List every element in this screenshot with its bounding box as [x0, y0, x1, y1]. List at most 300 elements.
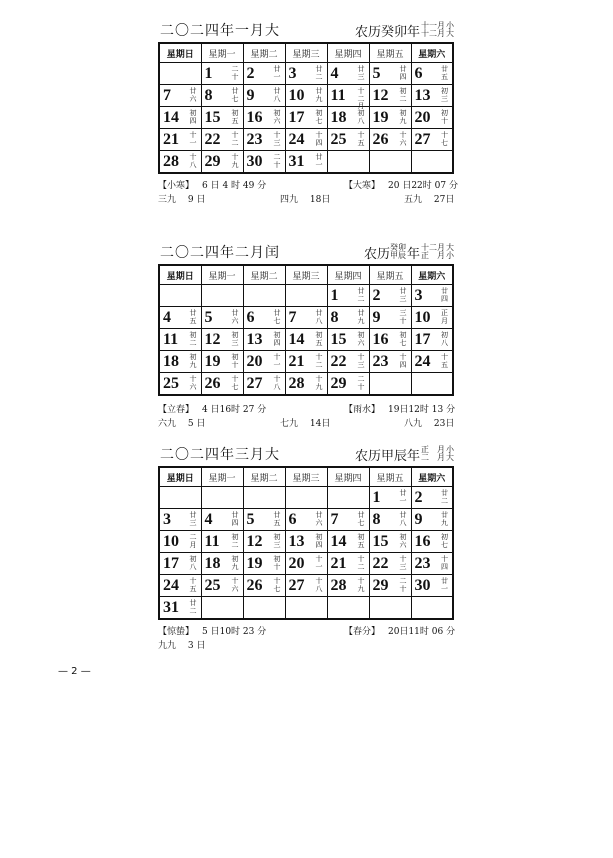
day-cell [201, 351, 243, 373]
month-header [158, 240, 454, 264]
day-number: 1 [204, 65, 213, 82]
day-number: 16 [246, 109, 263, 126]
lunar-day: 廿一 [399, 489, 407, 505]
day-number: 30 [414, 577, 431, 594]
day-cell [411, 107, 453, 129]
empty-cell [243, 285, 285, 307]
lunar-day: 十三 [357, 353, 365, 369]
lunar-day: 廿三 [399, 287, 407, 303]
lunar-day: 十二 [357, 555, 365, 571]
lunar-day: 十二月 [357, 87, 365, 110]
day-number: 27 [288, 577, 305, 594]
day-number: 15 [204, 109, 221, 126]
day-cell [411, 575, 453, 597]
lunar-day: 廿七 [357, 511, 365, 527]
lunar-day: 十一 [273, 353, 281, 369]
day-number: 28 [288, 375, 305, 392]
lunar-day: 二十 [399, 577, 407, 593]
day-cell [201, 107, 243, 129]
lunar-day: 十五 [357, 131, 365, 147]
week-row [159, 307, 453, 329]
day-cell [201, 373, 243, 396]
lunar-day: 廿三 [357, 65, 365, 81]
day-cell [201, 85, 243, 107]
day-cell [327, 329, 369, 351]
day-cell [243, 373, 285, 396]
day-number: 11 [330, 87, 346, 104]
lunar-day: 廿五 [273, 511, 281, 527]
day-cell [327, 509, 369, 531]
day-number: 15 [372, 533, 389, 550]
day-number: 3 [288, 65, 297, 82]
day-number: 13 [246, 331, 263, 348]
weekday-header: 星期六 [411, 43, 453, 63]
empty-cell [159, 487, 201, 509]
day-cell [327, 63, 369, 85]
day-cell [327, 351, 369, 373]
empty-cell [201, 285, 243, 307]
lunar-day: 初七 [441, 533, 448, 549]
day-cell [201, 553, 243, 575]
day-cell [369, 285, 411, 307]
day-cell [159, 509, 201, 531]
lunar-day: 十八 [273, 375, 281, 391]
day-number: 19 [246, 555, 263, 572]
week-row [159, 329, 453, 351]
lunar-day: 廿五 [189, 309, 197, 325]
lunar-day: 初九 [189, 353, 197, 369]
solar-terms [158, 402, 458, 430]
lunar-prefix: 农历 [363, 246, 390, 262]
day-number: 1 [330, 287, 339, 304]
day-number: 9 [372, 309, 381, 326]
day-number: 9 [246, 87, 255, 104]
day-number: 25 [163, 375, 179, 392]
day-number: 20 [414, 109, 431, 126]
day-number: 6 [246, 309, 255, 326]
lunar-day: 初八 [441, 331, 448, 347]
day-cell [327, 307, 369, 329]
lunar-info [364, 240, 454, 264]
day-cell [201, 151, 243, 174]
day-cell [411, 63, 453, 85]
lunar-day: 初八 [189, 555, 197, 571]
day-cell [285, 129, 327, 151]
day-number: 6 [288, 511, 297, 528]
day-cell [369, 351, 411, 373]
day-number: 19 [372, 109, 389, 126]
day-number: 4 [330, 65, 339, 82]
day-number: 15 [330, 331, 347, 348]
day-cell [159, 329, 201, 351]
week-row [159, 509, 453, 531]
day-number: 28 [330, 577, 347, 594]
day-number: 5 [204, 309, 213, 326]
nine-day-period: 七九 14日 [280, 419, 331, 429]
day-number: 30 [246, 153, 263, 170]
day-cell [201, 63, 243, 85]
day-cell [327, 575, 369, 597]
day-cell [159, 373, 201, 396]
day-number: 5 [372, 65, 381, 82]
week-row [159, 487, 453, 509]
day-number: 29 [330, 375, 347, 392]
lunar-day: 初七 [399, 331, 407, 347]
lunar-day: 廿二 [357, 287, 365, 303]
solar-term-name: 【惊蛰】 [158, 627, 195, 637]
day-cell [369, 85, 411, 107]
day-cell [243, 63, 285, 85]
day-number: 12 [204, 331, 221, 348]
lunar-day: 初六 [399, 533, 407, 549]
day-number: 27 [414, 131, 431, 148]
empty-cell [327, 151, 369, 174]
day-cell [369, 107, 411, 129]
lunar-day: 二十 [357, 375, 365, 391]
day-number: 17 [163, 555, 179, 572]
solar-term-name: 【雨水】 [344, 405, 381, 415]
lunar-day: 十八 [189, 153, 197, 169]
day-cell [243, 509, 285, 531]
day-cell [285, 553, 327, 575]
day-cell [327, 553, 369, 575]
day-cell [411, 509, 453, 531]
lunar-day: 十二 [315, 353, 323, 369]
day-number: 11 [204, 533, 220, 550]
day-cell [243, 151, 285, 174]
day-number: 27 [246, 375, 263, 392]
day-number: 19 [204, 353, 221, 370]
lunar-day: 二十 [231, 65, 239, 81]
month-january [158, 18, 458, 205]
lunar-day: 初四 [189, 109, 197, 125]
lunar-day: 十七 [231, 375, 239, 391]
solar-term-time: 20日11时 06 分 [388, 627, 456, 637]
day-cell [243, 575, 285, 597]
day-cell [327, 85, 369, 110]
day-cell [243, 307, 285, 329]
empty-cell [327, 487, 369, 509]
lunar-day: 廿八 [399, 511, 407, 527]
solar-term-name: 【大寒】 [344, 181, 381, 191]
lunar-day: 十九 [231, 153, 239, 169]
weekday-header: 星期二 [243, 43, 285, 63]
day-number: 10 [288, 87, 305, 104]
page-number: — 2 — [58, 666, 91, 677]
lunar-day: 正月 [441, 309, 448, 325]
lunar-day: 廿八 [273, 87, 281, 103]
lunar-day: 廿九 [441, 511, 448, 527]
empty-cell [159, 285, 201, 307]
week-row [159, 575, 453, 597]
lunar-day: 初六 [357, 331, 365, 347]
empty-cell [369, 373, 411, 396]
empty-cell [327, 597, 369, 620]
day-cell [411, 531, 453, 553]
solar-term-time: 20 日22时 07 分 [388, 181, 458, 191]
day-number: 10 [163, 533, 179, 550]
lunar-day: 初十 [231, 353, 239, 369]
lunar-year: 农历甲辰年 [354, 448, 420, 464]
day-number: 5 [246, 511, 255, 528]
solar-terms [158, 178, 458, 206]
lunar-day: 三十 [399, 309, 407, 325]
lunar-day: 十六 [399, 131, 407, 147]
day-cell [201, 509, 243, 531]
lunar-day: 初八 [357, 109, 365, 125]
empty-cell [369, 597, 411, 620]
day-number: 29 [372, 577, 389, 594]
day-cell [285, 85, 327, 107]
day-number: 22 [372, 555, 389, 572]
lunar-day: 初二 [189, 331, 197, 347]
day-number: 14 [288, 331, 305, 348]
day-cell [327, 129, 369, 151]
day-number: 24 [414, 353, 431, 370]
day-cell [411, 285, 453, 307]
month-header [158, 442, 454, 466]
week-row [159, 285, 453, 307]
week-row [159, 63, 453, 85]
day-number: 21 [330, 555, 347, 572]
lunar-day: 十二 [231, 131, 239, 147]
lunar-day: 廿一 [441, 577, 448, 593]
day-number: 23 [246, 131, 263, 148]
day-cell [285, 151, 327, 174]
lunar-day: 廿三 [189, 511, 197, 527]
day-cell [411, 487, 453, 509]
empty-cell [411, 373, 453, 396]
lunar-day: 十四 [315, 131, 323, 147]
weekday-header: 星期日 [159, 467, 201, 487]
day-number: 9 [414, 511, 423, 528]
day-cell [369, 575, 411, 597]
lunar-suffix: 年 [406, 246, 420, 262]
empty-cell [369, 151, 411, 174]
calendar-grid [158, 466, 454, 620]
day-cell [369, 531, 411, 553]
day-cell [327, 107, 369, 129]
day-cell [159, 85, 201, 107]
lunar-month-sizes: 小 大 [446, 21, 454, 38]
lunar-day: 初九 [231, 555, 239, 571]
day-number: 13 [288, 533, 305, 550]
week-row [159, 129, 453, 151]
weekday-header: 星期三 [285, 265, 327, 285]
nine-day-period: 三九 9 日 [158, 195, 206, 205]
day-number: 14 [330, 533, 347, 550]
day-cell [285, 63, 327, 85]
day-cell [201, 129, 243, 151]
day-cell [411, 351, 453, 373]
day-cell [411, 85, 453, 107]
weekday-header: 星期一 [201, 43, 243, 63]
lunar-day: 十四 [399, 353, 407, 369]
weekday-header: 星期三 [285, 43, 327, 63]
day-number: 4 [204, 511, 213, 528]
day-number: 20 [288, 555, 305, 572]
empty-cell [201, 597, 243, 620]
month-header [158, 18, 454, 42]
day-number: 18 [330, 109, 347, 126]
month-march [158, 442, 456, 651]
day-number: 17 [288, 109, 305, 126]
week-row [159, 85, 453, 107]
day-cell [159, 597, 201, 620]
day-number: 21 [288, 353, 305, 370]
day-cell [285, 373, 327, 396]
lunar-day: 十九 [315, 375, 323, 391]
lunar-day: 十六 [189, 375, 197, 391]
day-cell [243, 129, 285, 151]
day-number: 11 [163, 331, 179, 348]
lunar-day: 廿九 [357, 309, 365, 325]
solar-term-time: 4 日16时 27 分 [202, 405, 267, 415]
lunar-day: 廿六 [315, 511, 323, 527]
day-number: 26 [204, 375, 221, 392]
day-number: 3 [163, 511, 171, 528]
lunar-day: 初五 [315, 331, 323, 347]
lunar-day: 十四 [441, 555, 448, 571]
day-number: 26 [246, 577, 263, 594]
day-number: 2 [246, 65, 255, 82]
lunar-day: 廿一 [273, 65, 281, 81]
lunar-day: 初三 [441, 87, 448, 103]
lunar-day: 廿七 [273, 309, 281, 325]
day-cell [285, 329, 327, 351]
day-cell [201, 575, 243, 597]
day-number: 17 [414, 331, 431, 348]
lunar-day: 十五 [189, 577, 197, 593]
day-cell [369, 307, 411, 329]
solar-term-name: 【立春】 [158, 405, 195, 415]
day-cell [411, 329, 453, 351]
day-cell [369, 487, 411, 509]
lunar-day: 廿四 [441, 287, 448, 303]
day-number: 8 [204, 87, 213, 104]
day-number: 16 [414, 533, 431, 550]
lunar-year: 农历癸卯年 [354, 24, 420, 40]
week-row [159, 553, 453, 575]
solar-term-name: 【小寒】 [158, 181, 195, 191]
day-cell [159, 107, 201, 129]
lunar-day: 初三 [231, 331, 239, 347]
lunar-months: 十一月 十二月 [421, 21, 445, 38]
lunar-month-sizes: 小 大 [446, 445, 454, 462]
lunar-day: 廿二 [315, 65, 323, 81]
empty-cell [411, 597, 453, 620]
day-cell [159, 575, 201, 597]
day-cell [327, 285, 369, 307]
lunar-day: 廿四 [231, 511, 239, 527]
day-number: 6 [414, 65, 423, 82]
lunar-day: 初五 [231, 109, 239, 125]
day-number: 18 [163, 353, 179, 370]
empty-cell [411, 151, 453, 174]
calendar-grid [158, 264, 454, 396]
lunar-day: 十三 [273, 131, 281, 147]
day-cell [285, 531, 327, 553]
day-number: 16 [372, 331, 389, 348]
lunar-day: 初十 [273, 555, 281, 571]
nine-day-period: 四九 18日 [280, 195, 331, 205]
day-number: 4 [163, 309, 171, 326]
day-cell [327, 531, 369, 553]
day-cell [201, 307, 243, 329]
weekday-header: 星期五 [369, 265, 411, 285]
nine-day-period: 八九 23日 [404, 419, 455, 429]
week-row [159, 351, 453, 373]
day-number: 13 [414, 87, 431, 104]
day-cell [285, 509, 327, 531]
week-row [159, 107, 453, 129]
day-number: 8 [372, 511, 381, 528]
day-cell [369, 329, 411, 351]
lunar-day: 十六 [231, 577, 239, 593]
nine-day-period: 六九 5 日 [158, 419, 206, 429]
weekday-header: 星期四 [327, 265, 369, 285]
weekday-header: 星期一 [201, 467, 243, 487]
lunar-info [355, 442, 454, 466]
day-cell [243, 107, 285, 129]
day-number: 24 [288, 131, 305, 148]
day-cell [159, 531, 201, 553]
day-cell [285, 107, 327, 129]
day-number: 2 [372, 287, 381, 304]
lunar-day: 廿六 [189, 87, 197, 103]
solar-term-name: 【春分】 [344, 627, 381, 637]
weekday-header: 星期三 [285, 467, 327, 487]
lunar-day: 十八 [315, 577, 323, 593]
solar-term-time: 19日12时 13 分 [388, 405, 456, 415]
lunar-info [355, 18, 454, 42]
lunar-months: 正 月 二 月 [421, 445, 445, 462]
lunar-day: 廿四 [399, 65, 407, 81]
empty-cell [285, 597, 327, 620]
day-number: 2 [414, 489, 423, 506]
empty-cell [201, 487, 243, 509]
day-cell [285, 575, 327, 597]
lunar-day: 廿五 [441, 65, 448, 81]
weekday-header: 星期日 [159, 43, 201, 63]
calendar-grid [158, 42, 454, 174]
day-number: 7 [163, 87, 171, 104]
lunar-day: 初六 [273, 109, 281, 125]
lunar-day: 初九 [399, 109, 407, 125]
lunar-day: 二月 [189, 533, 197, 549]
empty-cell [159, 63, 201, 85]
day-cell [411, 307, 453, 329]
day-number: 10 [414, 309, 431, 326]
day-number: 20 [246, 353, 263, 370]
month-february [158, 240, 456, 429]
lunar-day: 廿二 [189, 599, 197, 615]
lunar-day: 十七 [441, 131, 448, 147]
day-cell [285, 351, 327, 373]
weekday-header: 星期六 [411, 265, 453, 285]
lunar-day: 初二 [231, 533, 239, 549]
solar-term-time: 6 日 4 时 49 分 [202, 181, 267, 191]
week-row [159, 531, 453, 553]
weekday-header: 星期四 [327, 43, 369, 63]
day-number: 8 [330, 309, 339, 326]
day-number: 3 [414, 287, 423, 304]
month-title: 二〇二四年二月闰 [160, 245, 280, 261]
lunar-day: 十七 [273, 577, 281, 593]
week-row [159, 373, 453, 396]
day-number: 22 [330, 353, 347, 370]
day-number: 23 [414, 555, 431, 572]
